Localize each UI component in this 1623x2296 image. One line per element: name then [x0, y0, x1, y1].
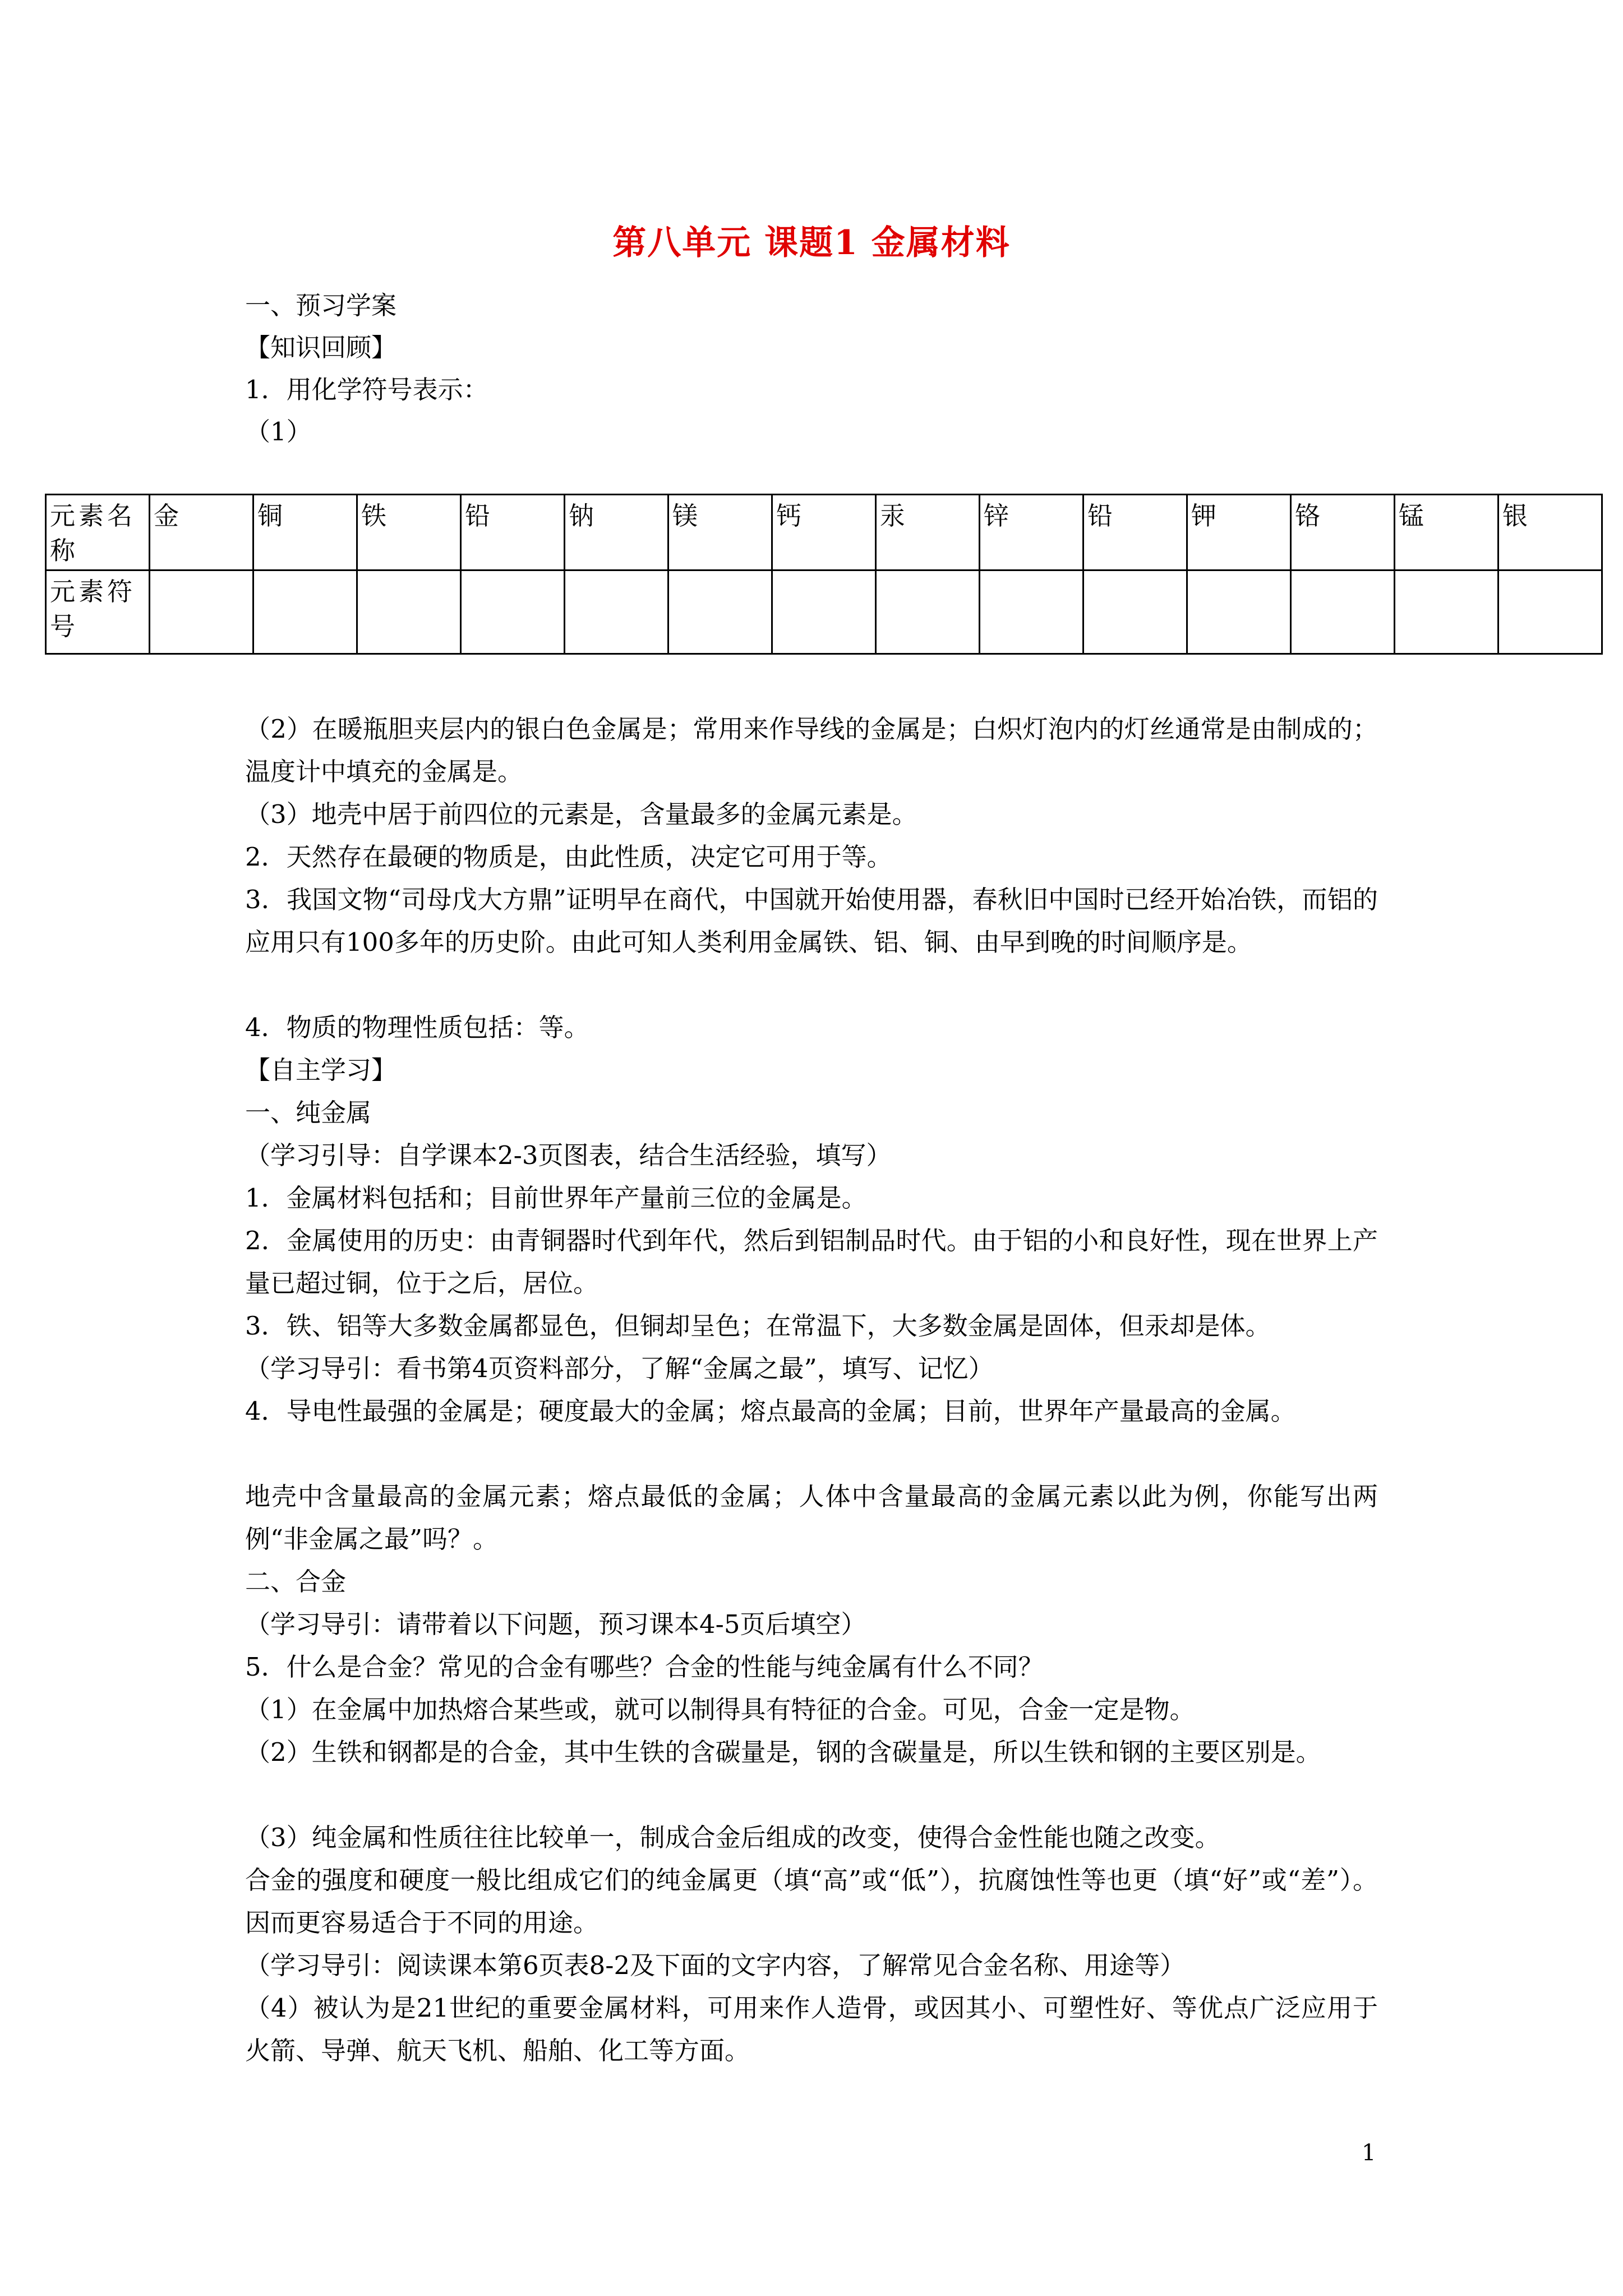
- symbol-blank-cell: [357, 570, 461, 654]
- paragraph: 2．天然存在最硬的物质是，由此性质，决定它可用于等。: [245, 842, 892, 872]
- paragraph: 3．我国文物“司母戊大方鼎”证明早在商代，中国就开始使用器，春秋旧中国时已经开始冶铁，而铝的应用只有100多年的历史阶。由此可知人类利用金属铁、铝、铜、由早到晚的时间顺序是。: [245, 885, 1378, 957]
- paragraph: 地壳中含量最高的金属元素；熔点最低的金属；人体中含量最高的金属元素以此为例，你能写出两例“非金属之最”吗？。: [245, 1481, 1378, 1554]
- question-1: 1．用化学符号表示：: [245, 375, 488, 404]
- element-table: [45, 494, 1603, 655]
- paragraph: 5．什么是合金？常见的合金有哪些？合金的性能与纯金属有什么不同？: [245, 1652, 1044, 1682]
- symbol-blank-cell: [1498, 570, 1602, 654]
- row-label-symbols: 元素符号: [46, 570, 150, 654]
- element-name-cell: 汞: [876, 495, 980, 570]
- paragraph: 4．物质的物理性质包括：等。: [245, 1013, 589, 1042]
- page-number: 1: [1362, 2140, 1376, 2166]
- element-name-cell: 钾: [1187, 495, 1291, 570]
- subsection-heading: 一、纯金属: [245, 1098, 372, 1128]
- paragraph: （2）在暖瓶胆夹层内的银白色金属是；常用来作导线的金属是；白炽灯泡内的灯丝通常是由制成的；温度计中填充的金属是。: [245, 714, 1378, 786]
- paragraph: （3）纯金属和性质往往比较单一，制成合金后组成的改变，使得合金性能也随之改变。: [245, 1823, 1220, 1852]
- study-guide: （学习导引：请带着以下问题，预习课本4-5页后填空）: [245, 1609, 866, 1639]
- study-guide: （学习导引：阅读课本第6页表8-2及下面的文字内容，了解常见合金名称、用途等）: [245, 1950, 1186, 1980]
- symbol-blank-cell: [150, 570, 253, 654]
- paragraph: 2．金属使用的历史：由青铜器时代到年代，然后到铝制品时代。由于铝的小和良好性，现在世界上产量已超过铜，位于之后，居位。: [245, 1226, 1378, 1298]
- symbol-blank-cell: [461, 570, 565, 654]
- paragraph: （4）被认为是21世纪的重要金属材料，可用来作人造骨，或因其小、可塑性好、等优点广泛应用于火箭、导弹、航天飞机、船舶、化工等方面。: [245, 1993, 1378, 2065]
- element-name-cell: 锌: [980, 495, 1083, 570]
- symbol-blank-cell: [668, 570, 772, 654]
- symbol-blank-cell: [1395, 570, 1498, 654]
- symbol-blank-cell: [1291, 570, 1395, 654]
- review-heading: 【知识回顾】: [245, 333, 397, 362]
- element-name-cell: 银: [1498, 495, 1602, 570]
- paragraph: 合金的强度和硬度一般比组成它们的纯金属更（填“高”或“低”），抗腐蚀性等也更（填“好”或“差”）。因而更容易适合于不同的用途。: [245, 1865, 1378, 1938]
- study-guide: （学习引导：自学课本2-3页图表，结合生活经验，填写）: [245, 1140, 892, 1170]
- symbol-blank-cell: [1187, 570, 1291, 654]
- element-name-cell: 钙: [772, 495, 876, 570]
- table-row-names: [46, 495, 1602, 570]
- symbol-blank-cell: [980, 570, 1083, 654]
- subsection-heading: 二、合金: [245, 1567, 347, 1596]
- element-name-cell: 锰: [1395, 495, 1498, 570]
- symbol-blank-cell: [876, 570, 980, 654]
- symbol-blank-cell: [1083, 570, 1187, 654]
- question-1-sub-1: （1）: [245, 417, 312, 447]
- element-name-cell: 钠: [565, 495, 668, 570]
- table-row-symbols: [46, 570, 1602, 654]
- element-name-cell: 金: [150, 495, 253, 570]
- element-name-cell: 铅: [461, 495, 565, 570]
- paragraph: （2）生铁和钢都是的合金，其中生铁的含碳量是，钢的含碳量是，所以生铁和钢的主要区别是。: [245, 1737, 1321, 1767]
- symbol-blank-cell: [565, 570, 668, 654]
- paragraph: 1．金属材料包括和；目前世界年产量前三位的金属是。: [245, 1183, 867, 1213]
- paragraph: （3）地壳中居于前四位的元素是，含量最多的金属元素是。: [245, 799, 917, 829]
- symbol-blank-cell: [253, 570, 357, 654]
- study-guide: （学习导引：看书第4页资料部分，了解“金属之最”，填写、记忆）: [245, 1354, 994, 1383]
- element-name-cell: 铁: [357, 495, 461, 570]
- symbol-blank-cell: [772, 570, 876, 654]
- element-name-cell: 铅: [1083, 495, 1187, 570]
- element-name-cell: 铜: [253, 495, 357, 570]
- paragraph: 4．导电性最强的金属是；硬度最大的金属；熔点最高的金属；目前，世界年产量最高的金属。: [245, 1396, 1296, 1426]
- element-name-cell: 铬: [1291, 495, 1395, 570]
- row-label-names: 元素名称: [46, 495, 150, 570]
- element-name-cell: 镁: [668, 495, 772, 570]
- paragraph: 3．铁、铝等大多数金属都显色，但铜却呈色；在常温下，大多数金属是固体，但汞却是体。: [245, 1311, 1271, 1341]
- section-heading: 一、预习学案: [245, 291, 397, 320]
- paragraph: （1）在金属中加热熔合某些或，就可以制得具有特征的合金。可见，合金一定是物。: [245, 1695, 1195, 1724]
- page-title: 第八单元 课题1 金属材料: [612, 223, 1011, 263]
- self-study-heading: 【自主学习】: [245, 1055, 397, 1085]
